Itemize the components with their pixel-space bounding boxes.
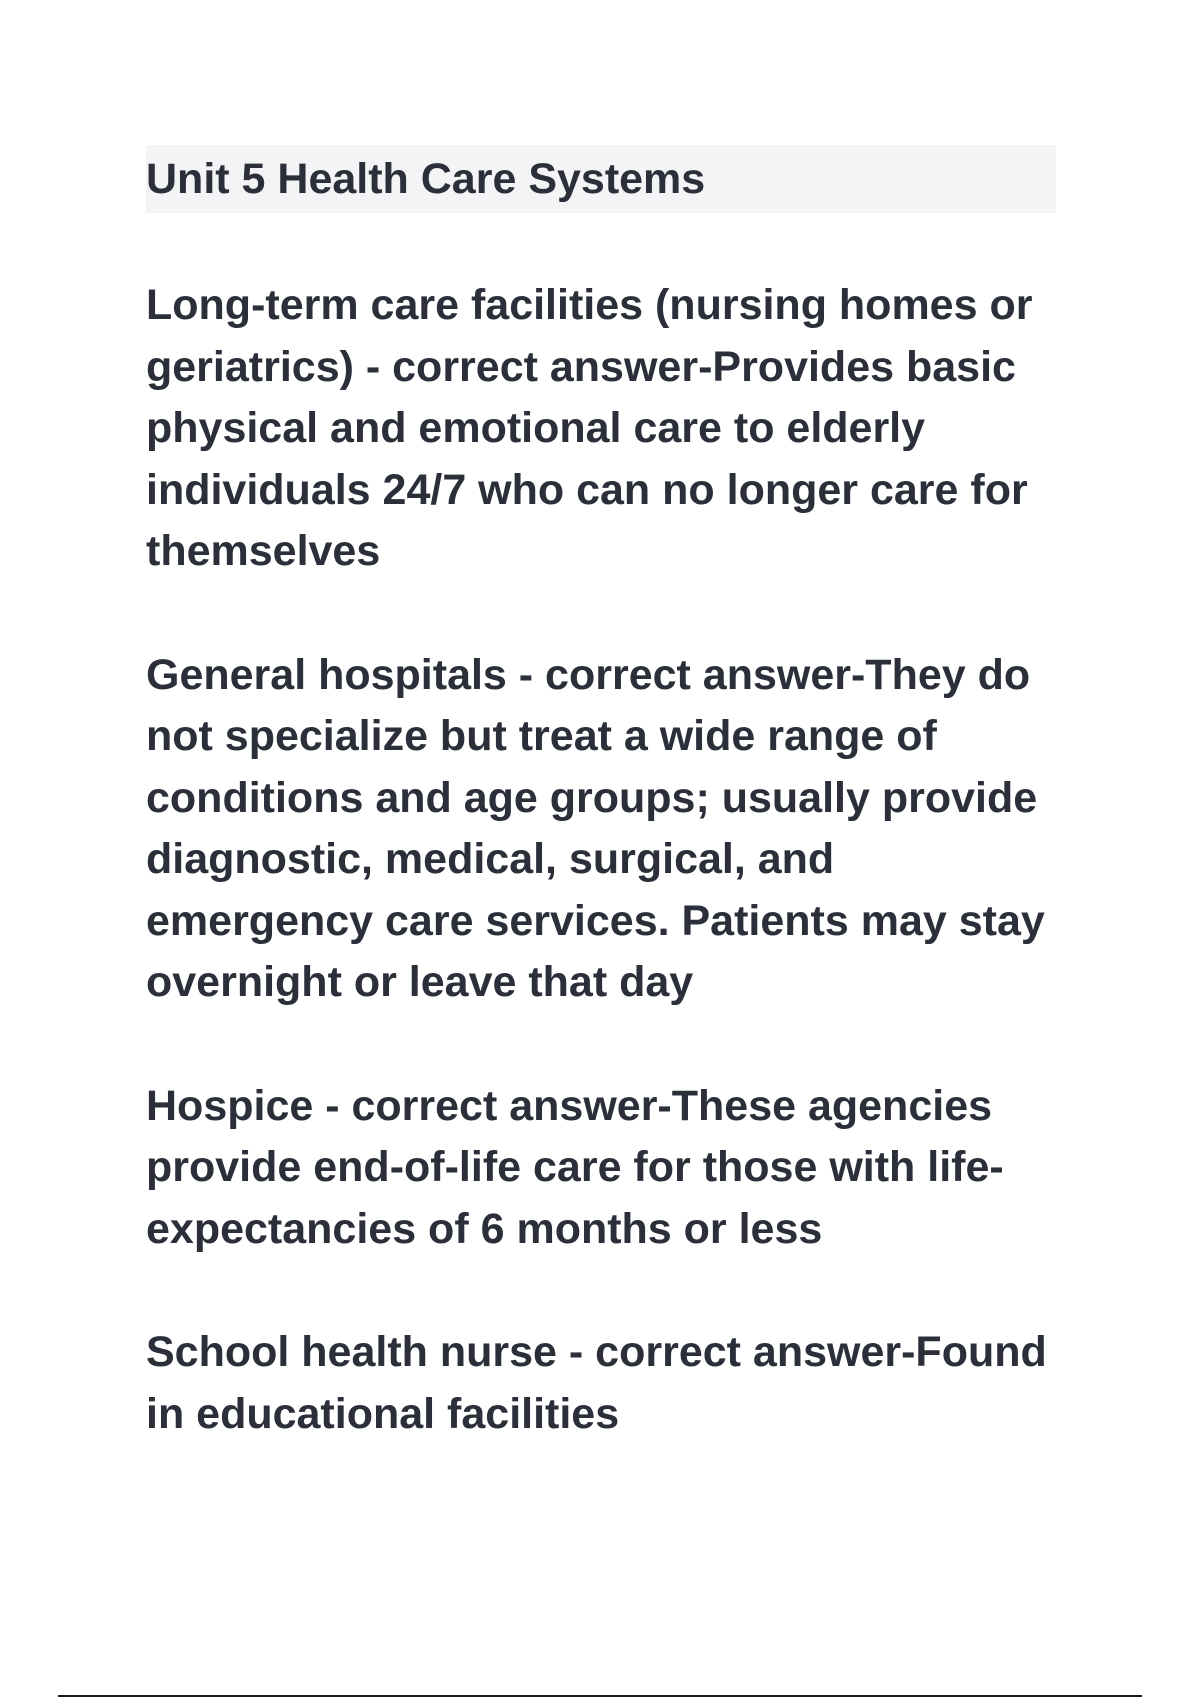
document-page [146,145,1056,1507]
flashcard-entry-long-term-care: Long-term care facilities (nursing homes or geriatrics) - correct answer-Provides basic physical and emotional care to elderly individuals 24/7 who can no longer care for themselves [146,281,1033,575]
page-title: Unit 5 Health Care Systems [146,155,706,203]
flashcard-entry-hospice: Hospice - correct answer-These agencies provide end-of-life care for those with life-expectancies of 6 months or less [146,1081,1004,1253]
flashcard-entry-school-health-nurse: School health nurse - correct answer-Found in educational facilities [146,1328,1047,1438]
title-banner [146,145,1056,213]
flashcard-entry-general-hospitals: General hospitals - correct answer-They do not specialize but treat a wide range of conditions and age groups; usually provide diagnostic, medical, surgical, and emergency care services. Patients may stay overnight or leave that day [146,650,1045,1006]
page-bottom-divider [58,1695,1142,1697]
flashcard-list [146,275,1056,1445]
